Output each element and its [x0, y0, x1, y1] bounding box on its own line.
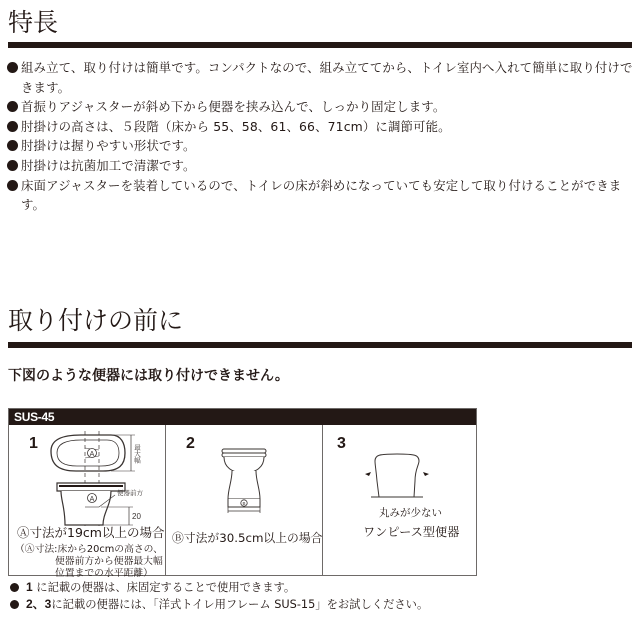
- section-title-features: 特長: [8, 8, 59, 37]
- note-text: に記載の便器には、「洋式トイレ用フレーム SUS-15」をお試しください。: [51, 598, 429, 611]
- case-cell-2: [166, 425, 323, 575]
- feature-item: [7, 117, 633, 137]
- svg-text:便器前方: 便器前方: [117, 489, 143, 497]
- bullet-icon: [7, 62, 18, 73]
- svg-text:A: A: [89, 451, 95, 458]
- feature-item: [7, 136, 633, 156]
- bullet-icon: [7, 140, 18, 151]
- bullet-icon: [7, 121, 18, 132]
- note-text: に記載の便器は、床固定することで使用できます。: [32, 581, 296, 594]
- feature-text: 肘掛けは抗菌加工で清潔です。: [21, 157, 196, 173]
- bullet-icon: [7, 160, 18, 171]
- case-cell-1: [9, 425, 166, 579]
- case-note-line: （Ⓐ寸法:床から20cmの高さの、: [15, 544, 163, 555]
- toilet-diagram-2-icon: [214, 445, 274, 515]
- case-number: 3: [337, 435, 346, 452]
- feature-text: 肘掛けは握りやすい形状です。: [21, 138, 196, 154]
- incompatible-toilet-table: [8, 408, 477, 579]
- feature-item: [7, 176, 633, 215]
- case-caption: Ⓑ寸法が30.5cm以上の場合: [172, 531, 323, 545]
- case-note-line: 便器前方から便器最大幅: [55, 556, 163, 567]
- note-case-ref: 1: [26, 580, 33, 594]
- bullet-icon: [7, 180, 18, 191]
- intro-text: 下図のような便器には取り付けできません。: [8, 368, 289, 384]
- section-title-before-install: 取り付けの前に: [8, 306, 184, 335]
- toilet-diagram-1-icon: [41, 429, 161, 529]
- case-caption: Ⓐ寸法が19cm以上の場合: [17, 525, 165, 540]
- case-cell-3: [323, 425, 476, 575]
- notes-list: [10, 579, 428, 613]
- note-item: [10, 596, 428, 613]
- model-label: SUS-45: [9, 409, 476, 425]
- bullet-icon: [10, 583, 19, 592]
- feature-text: 床面アジャスターを装着しているので、トイレの床が斜めになっていても安定して取り付けることができます。: [21, 177, 622, 213]
- note-item: [10, 579, 428, 596]
- svg-text:B: B: [242, 501, 246, 506]
- svg-text:20: 20: [132, 512, 141, 521]
- case-number: 2: [186, 435, 195, 452]
- svg-text:最大幅: 最大幅: [133, 444, 141, 464]
- svg-text:A: A: [89, 496, 95, 503]
- feature-text: 組み立て、取り付けは簡単です。コンパクトなので、組み立ててから、トイレ室内へ入れて簡単に取り付けできます。: [21, 60, 633, 95]
- feature-item: [7, 97, 633, 117]
- case-caption: ワンピース型便器: [363, 525, 460, 539]
- feature-text: 首振りアジャスターが斜め下から便器を挟み込んで、しっかり固定します。: [21, 99, 446, 115]
- feature-item: [7, 156, 633, 176]
- bullet-icon: [10, 600, 19, 609]
- feature-text: 肘掛けの高さは、５段階（床から 55、58、61、66、71cm）に調節可能。: [21, 118, 451, 134]
- shape-note: 丸みが少ない: [379, 507, 442, 519]
- bullet-icon: [7, 101, 18, 112]
- heading-divider: [8, 342, 632, 348]
- features-list: [7, 58, 633, 215]
- toilet-diagram-3-icon: [363, 451, 433, 511]
- case-note-line: 位置までの水平距離）: [55, 568, 153, 579]
- case-number: 1: [29, 435, 38, 452]
- heading-divider: [8, 42, 632, 48]
- feature-item: [7, 58, 633, 97]
- note-case-ref: 2、3: [26, 597, 52, 611]
